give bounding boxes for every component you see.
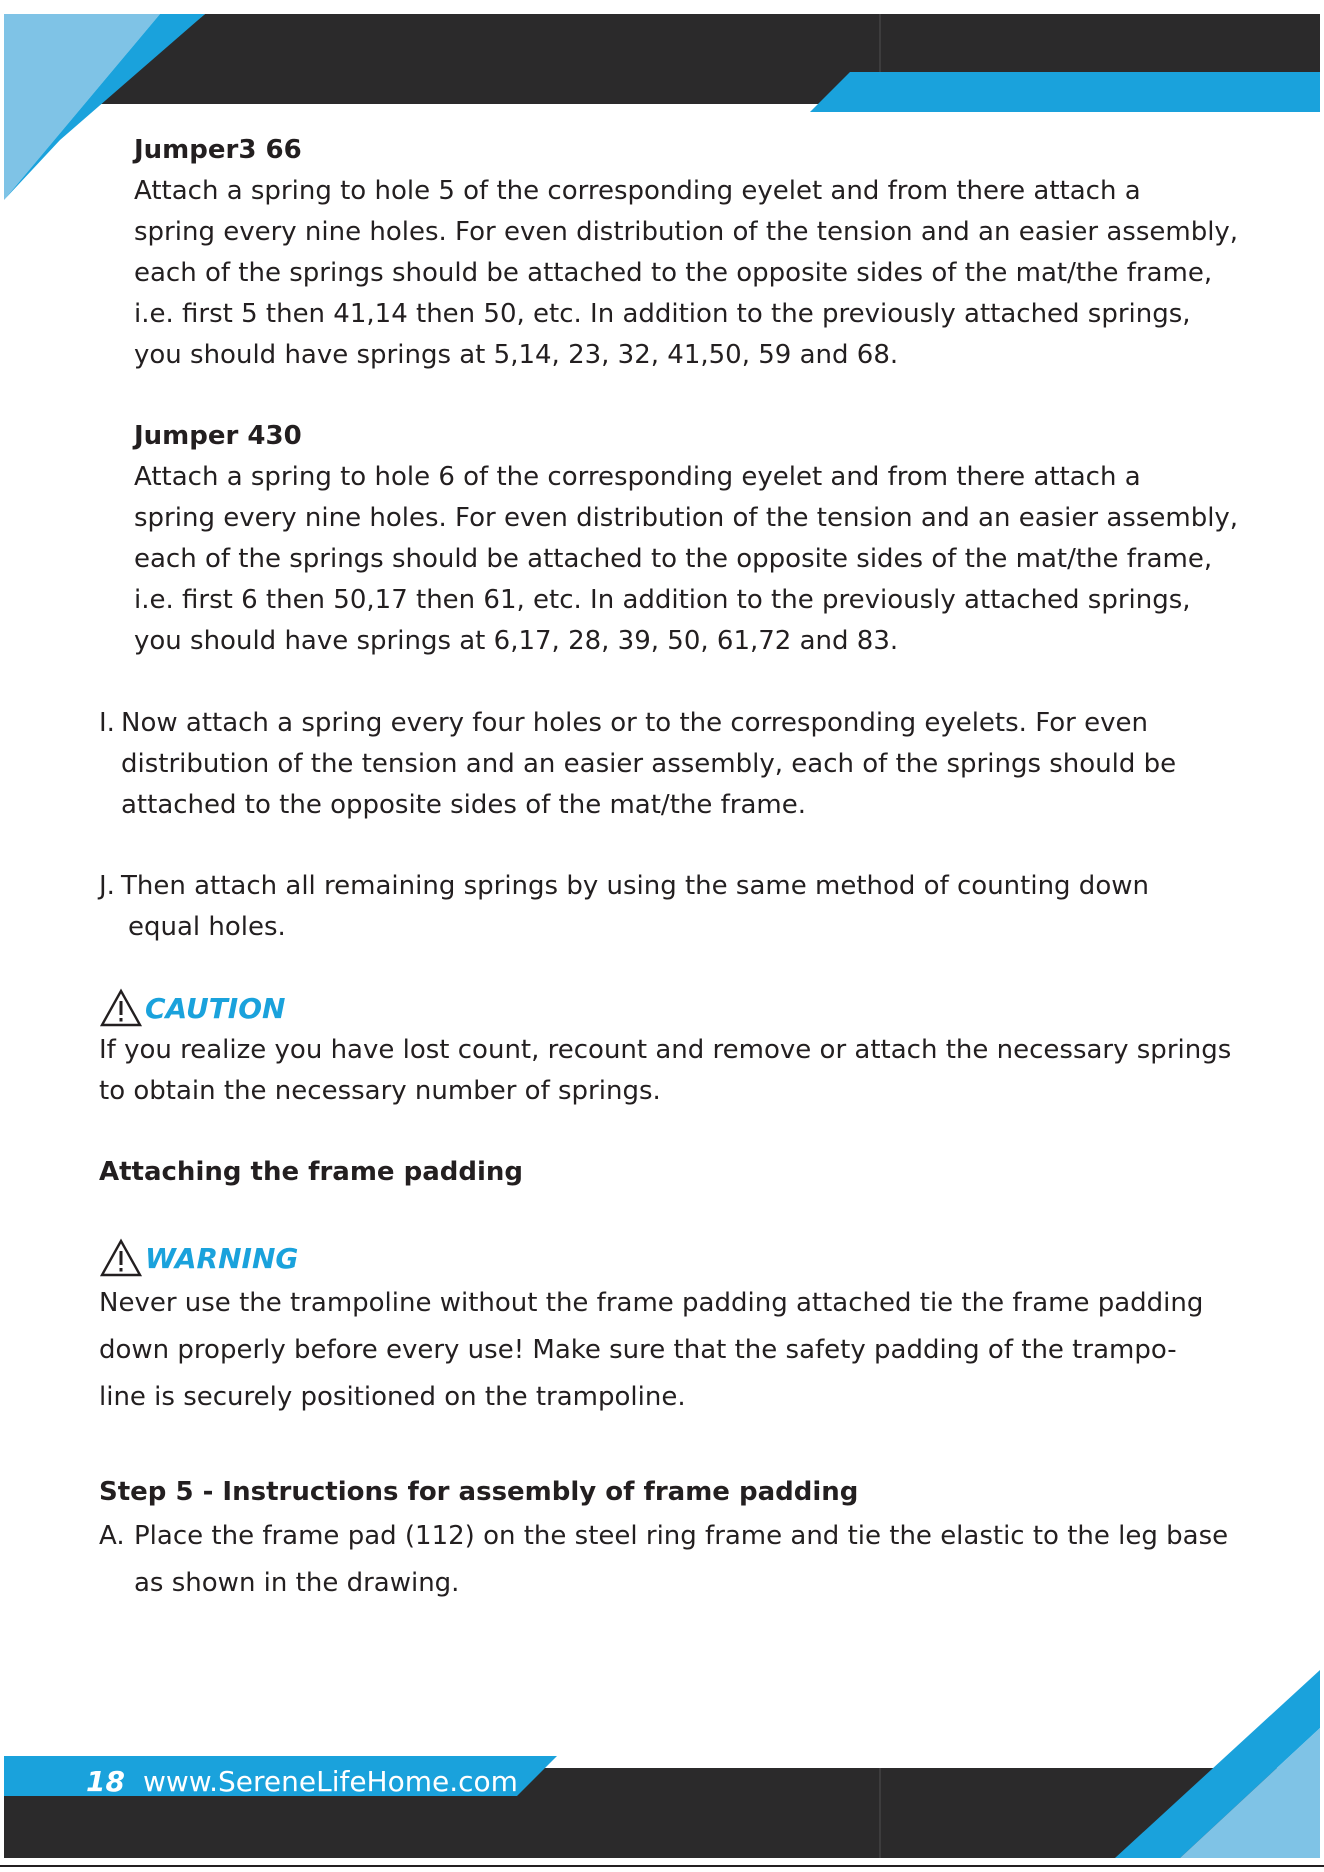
jumper366-title: Jumper3 66 [134, 135, 302, 165]
jumper366-section [134, 130, 1244, 376]
warning-line-3: line is securely positioned on the trampoline. [99, 1382, 686, 1412]
caution-heading [99, 986, 1259, 1030]
step-i-marker: I. [99, 708, 115, 738]
step5-marker: A. [99, 1521, 125, 1551]
jumper366-line-2: spring every nine holes. For even distribution of the tension and an easier assembly, [134, 217, 1239, 247]
warning-triangle-icon [99, 988, 143, 1028]
footer [86, 1760, 518, 1804]
warning-section [99, 1236, 1259, 1421]
jumper366-line-1: Attach a spring to hole 5 of the corresponding eyelet and from there attach a [134, 176, 1141, 206]
step5-section [99, 1472, 1279, 1607]
step5-line-2: as shown in the drawing. [134, 1568, 460, 1598]
jumper430-line-3: each of the springs should be attached to the opposite sides of the mat/the frame, [134, 544, 1213, 574]
jumper366-line-4: i.e. first 5 then 41,14 then 50, etc. In addition to the previously attached springs, [134, 299, 1191, 329]
warning-label: WARNING [145, 1241, 299, 1275]
jumper430-line-2: spring every nine holes. For even distribution of the tension and an easier assembly, [134, 503, 1239, 533]
warning-heading [99, 1236, 1259, 1280]
step-j [99, 866, 1281, 948]
caution-line-2: to obtain the necessary number of springs. [99, 1076, 661, 1106]
step-j-line-1: Then attach all remaining springs by using the same method of counting down [121, 871, 1149, 901]
caution-section [99, 986, 1259, 1112]
jumper430-line-1: Attach a spring to hole 6 of the corresponding eyelet and from there attach a [134, 462, 1141, 492]
jumper430-title: Jumper 430 [134, 421, 302, 451]
warning-triangle-icon [99, 1238, 143, 1278]
step-i-line-1: Now attach a spring every four holes or to the corresponding eyelets. For even [121, 708, 1148, 738]
warning-line-1: Never use the trampoline without the frame padding attached tie the frame padding [99, 1288, 1204, 1318]
jumper366-line-3: each of the springs should be attached to the opposite sides of the mat/the frame, [134, 258, 1213, 288]
website-link[interactable]: www.SereneLifeHome.com [142, 1765, 518, 1798]
step5-line-1: Place the frame pad (112) on the steel ring frame and tie the elastic to the leg base [134, 1521, 1229, 1551]
jumper430-line-5: you should have springs at 6,17, 28, 39, 50, 61,72 and 83. [134, 626, 899, 656]
page-number: 18 [86, 1765, 125, 1798]
jumper430-line-4: i.e. first 6 then 50,17 then 61, etc. In addition to the previously attached springs, [134, 585, 1191, 615]
jumper430-section [134, 416, 1244, 662]
step-i-line-2: distribution of the tension and an easier assembly, each of the springs should be [121, 749, 1177, 779]
step5-title: Step 5 - Instructions for assembly of frame padding [99, 1477, 859, 1507]
warning-line-2: down properly before every use! Make sure that the safety padding of the trampo- [99, 1335, 1177, 1365]
caution-line-1: If you realize you have lost count, recount and remove or attach the necessary springs [99, 1035, 1232, 1065]
caution-label: CAUTION [145, 991, 286, 1025]
step-j-marker: J. [99, 871, 115, 901]
step-j-line-2: equal holes. [128, 912, 286, 942]
frame-padding-heading-block [99, 1152, 1259, 1193]
step-i [99, 703, 1281, 826]
jumper366-line-5: you should have springs at 5,14, 23, 32, 41,50, 59 and 68. [134, 340, 899, 370]
frame-padding-heading: Attaching the frame padding [99, 1157, 524, 1187]
step-i-line-3: attached to the opposite sides of the mat/the frame. [121, 790, 806, 820]
